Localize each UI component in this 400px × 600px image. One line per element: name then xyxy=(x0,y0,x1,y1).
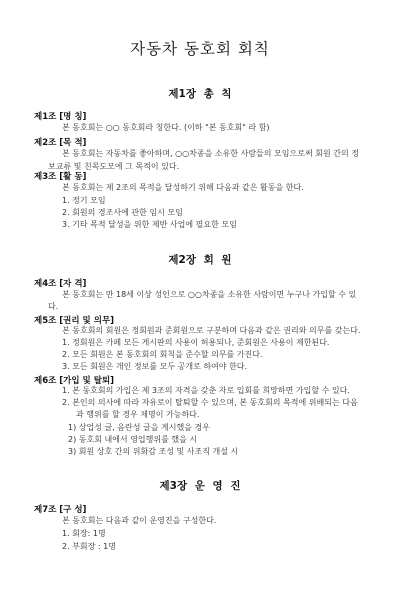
article-7-item-2: 2. 부회장 : 1명 xyxy=(62,542,116,551)
article-5-line-1: 본 동호회의 회원은 정회원과 준회원으로 구분하며 다음과 같은 권리와 의무를 갖는다. xyxy=(62,326,361,335)
article-3-item-3: 3. 기타 목적 달성을 위한 제반 사업에 필요한 모임 xyxy=(62,220,237,229)
document-title: 자동차 동호회 회칙 xyxy=(130,40,270,58)
article-6-item-2-cont: 과 행위를 할 경우 제명이 가능하다. xyxy=(76,410,200,419)
chapter-2-title: 제2장 회 원 xyxy=(168,254,232,266)
article-6-item-1: 1. 본 동호회의 가입은 제 3조의 자격을 갖춘 자로 입회를 희망하면 가입할 수 있다. xyxy=(62,386,350,395)
chapter-1-title: 제1장 총 칙 xyxy=(168,88,232,100)
article-6-subitem-1: 1) 상업성 글, 음란성 글을 게시했을 경우 xyxy=(68,423,210,432)
article-1-heading: 제1조 [명 칭] xyxy=(34,112,87,122)
article-7-heading: 제7조 [구 성] xyxy=(34,505,87,515)
article-2-line-2: 보교류 및 친목도모에 그 목적이 있다. xyxy=(48,162,180,171)
article-5-item-3: 3. 모든 회원은 개인 정보를 모두 공개로 하여야 한다. xyxy=(62,362,248,371)
chapter-3-title: 제3장 운 영 진 xyxy=(159,480,241,492)
article-6-subitem-2: 2) 동호회 내에서 영업행위를 했을 시 xyxy=(68,435,198,444)
article-3-item-1: 1. 정기 모임 xyxy=(62,196,106,205)
article-4-line-1: 본 동호회는 만 18세 이상 성인으로 ○○차종을 소유한 사람이면 누구나 가입할 수 있 xyxy=(62,290,357,299)
article-7-line-1: 본 동호회는 다음과 같이 운영진을 구성한다. xyxy=(62,516,217,525)
article-4-line-2: 다. xyxy=(48,302,59,311)
article-6-subitem-3: 3) 회원 상호 간의 위화감 조성 및 사조직 개설 시 xyxy=(68,447,239,456)
article-3-item-2: 2. 회원의 경조사에 관한 임시 모임 xyxy=(62,208,183,217)
article-3-heading: 제3조 [활 동] xyxy=(34,172,87,182)
article-2-heading: 제2조 [목 적] xyxy=(34,138,87,148)
article-5-heading: 제5조 [권리 및 의무] xyxy=(34,316,115,326)
article-6-item-2: 2. 본인의 의사에 따라 자유로이 탈퇴할 수 있으며, 본 동호회의 목적에 위배되는 다음 xyxy=(62,398,358,407)
article-1-line-1: 본 동호회는 ○○ 동호회라 칭한다. (이하 "본 동호회" 라 함) xyxy=(62,123,270,132)
article-4-heading: 제4조 [자 격] xyxy=(34,279,87,289)
article-5-item-2: 2. 모든 회원은 본 동호회의 회칙을 준수할 의무를 가진다. xyxy=(62,350,263,359)
article-3-line-1: 본 동호회는 제 2조의 목적을 달성하기 위해 다음과 같은 활동을 한다. xyxy=(62,183,304,192)
article-5-item-1: 1. 정회원은 카페 모든 게시판의 사용이 허용되나, 준회원은 사용이 제한된다. xyxy=(62,338,330,347)
article-7-item-1: 1. 회장: 1명 xyxy=(62,529,106,538)
article-2-line-1: 본 동호회는 자동차를 좋아하며, ○○차종을 소유한 사람들의 모임으로써 회원 간의 정 xyxy=(62,149,359,158)
article-6-heading: 제6조 [가입 및 탈퇴] xyxy=(34,376,115,386)
